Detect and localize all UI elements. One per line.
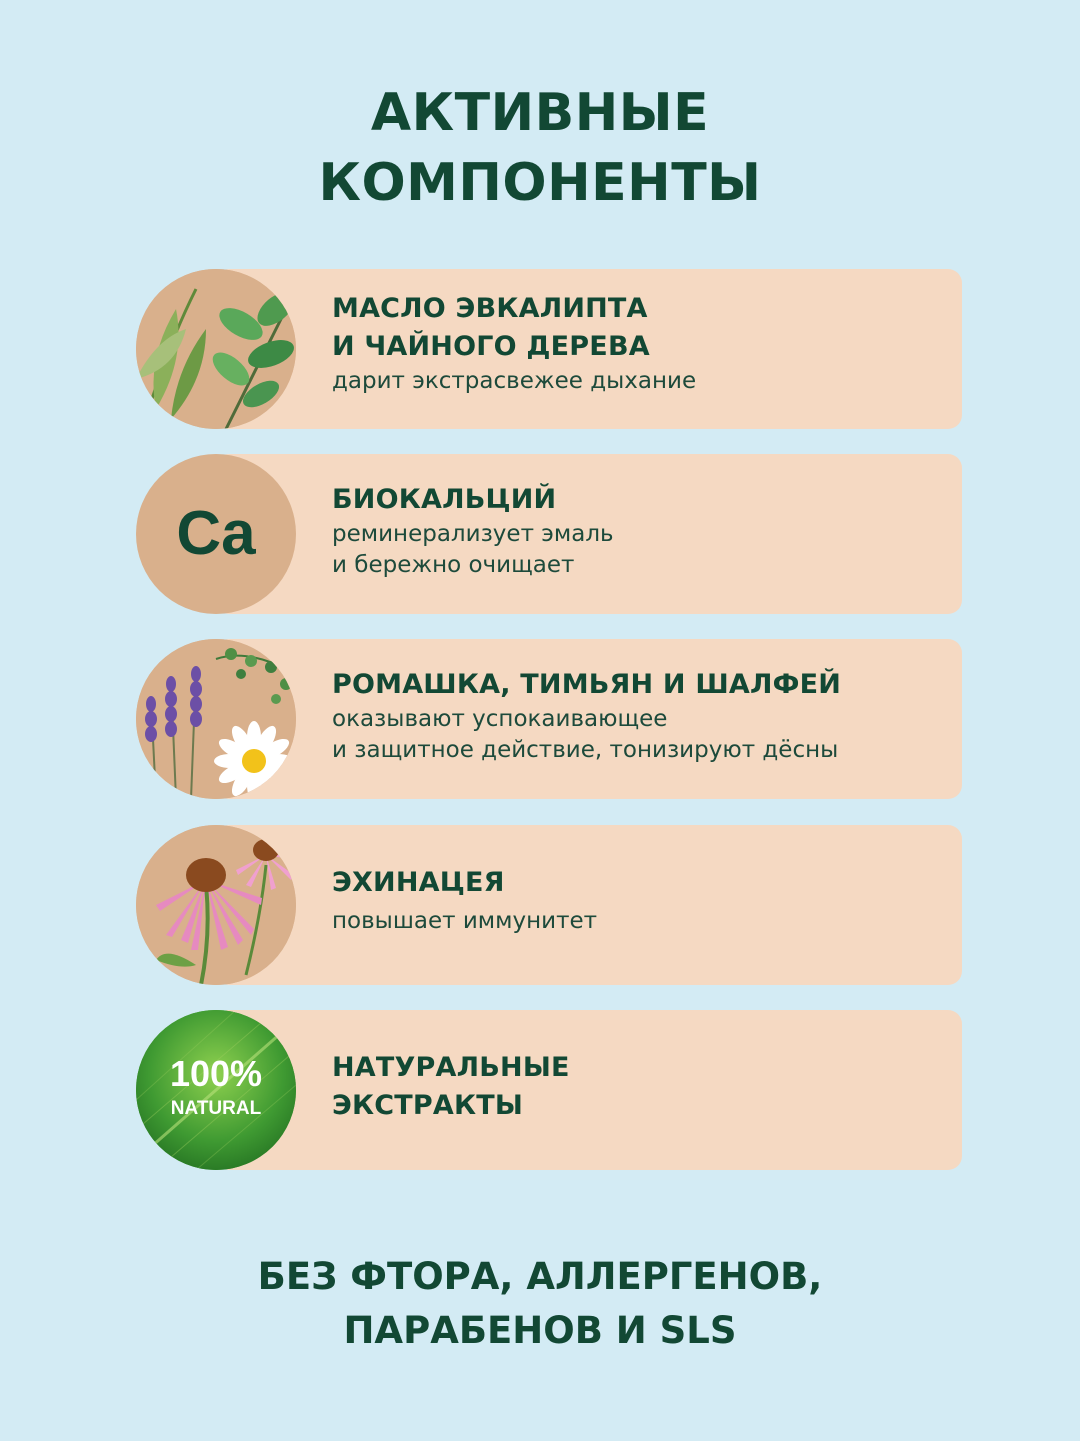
page-title-line-2: КОМПОНЕНТЫ [318,153,762,213]
component-description [332,906,597,937]
component-description [332,704,841,766]
component-description [332,366,696,397]
free-from-line-1: БЕЗ ФТОРА, АЛЛЕРГЕНОВ, [257,1255,823,1298]
natural-badge-label: NATURAL [170,1098,262,1119]
calcium-symbol-icon [136,454,296,614]
description-line: дарит экстрасвежее дыхание [332,368,697,394]
heading-line: БИОКАЛЬЦИЙ [332,484,557,515]
component-heading [332,864,597,902]
component-heading [332,290,696,366]
description-line: оказывают успокаивающее [332,706,668,732]
eucalyptus-tea-tree-leaves-icon [136,269,296,429]
echinacea-flower-icon [136,825,296,985]
component-description [332,519,614,581]
component-text-biocalcium [332,481,614,581]
component-text-eucalyptus [332,290,696,397]
component-text-echinacea [332,864,597,937]
component-heading [332,481,614,519]
heading-line: МАСЛО ЭВКАЛИПТА [332,293,648,324]
description-line: и защитное действие, тонизируют дёсны [332,737,839,763]
component-card-natural [215,1010,962,1170]
component-text-natural [332,1049,570,1125]
description-line: и бережно очищает [332,552,575,578]
heading-line: И ЧАЙНОГО ДЕРЕВА [332,331,650,362]
page-title-line-1: АКТИВНЫЕ [370,83,710,143]
heading-line: ЭХИНАЦЕЯ [332,867,505,898]
description-line: повышает иммунитет [332,908,598,934]
free-from-note [0,1250,1080,1358]
component-heading [332,666,841,704]
heading-line: ЭКСТРАКТЫ [332,1090,524,1121]
component-heading [332,1049,570,1125]
component-text-chamomile [332,666,841,766]
calcium-symbol: Ca [176,499,256,568]
natural-badge-percent: 100% [169,1053,263,1094]
page-title [0,78,1080,218]
chamomile-thyme-lavender-icon [136,639,296,799]
description-line: реминерализует эмаль [332,521,614,547]
free-from-line-2: ПАРАБЕНОВ И SLS [343,1309,737,1352]
natural-leaf-badge-icon [136,1010,296,1170]
heading-line: РОМАШКА, ТИМЬЯН И ШАЛФЕЙ [332,669,842,700]
heading-line: НАТУРАЛЬНЫЕ [332,1052,570,1083]
